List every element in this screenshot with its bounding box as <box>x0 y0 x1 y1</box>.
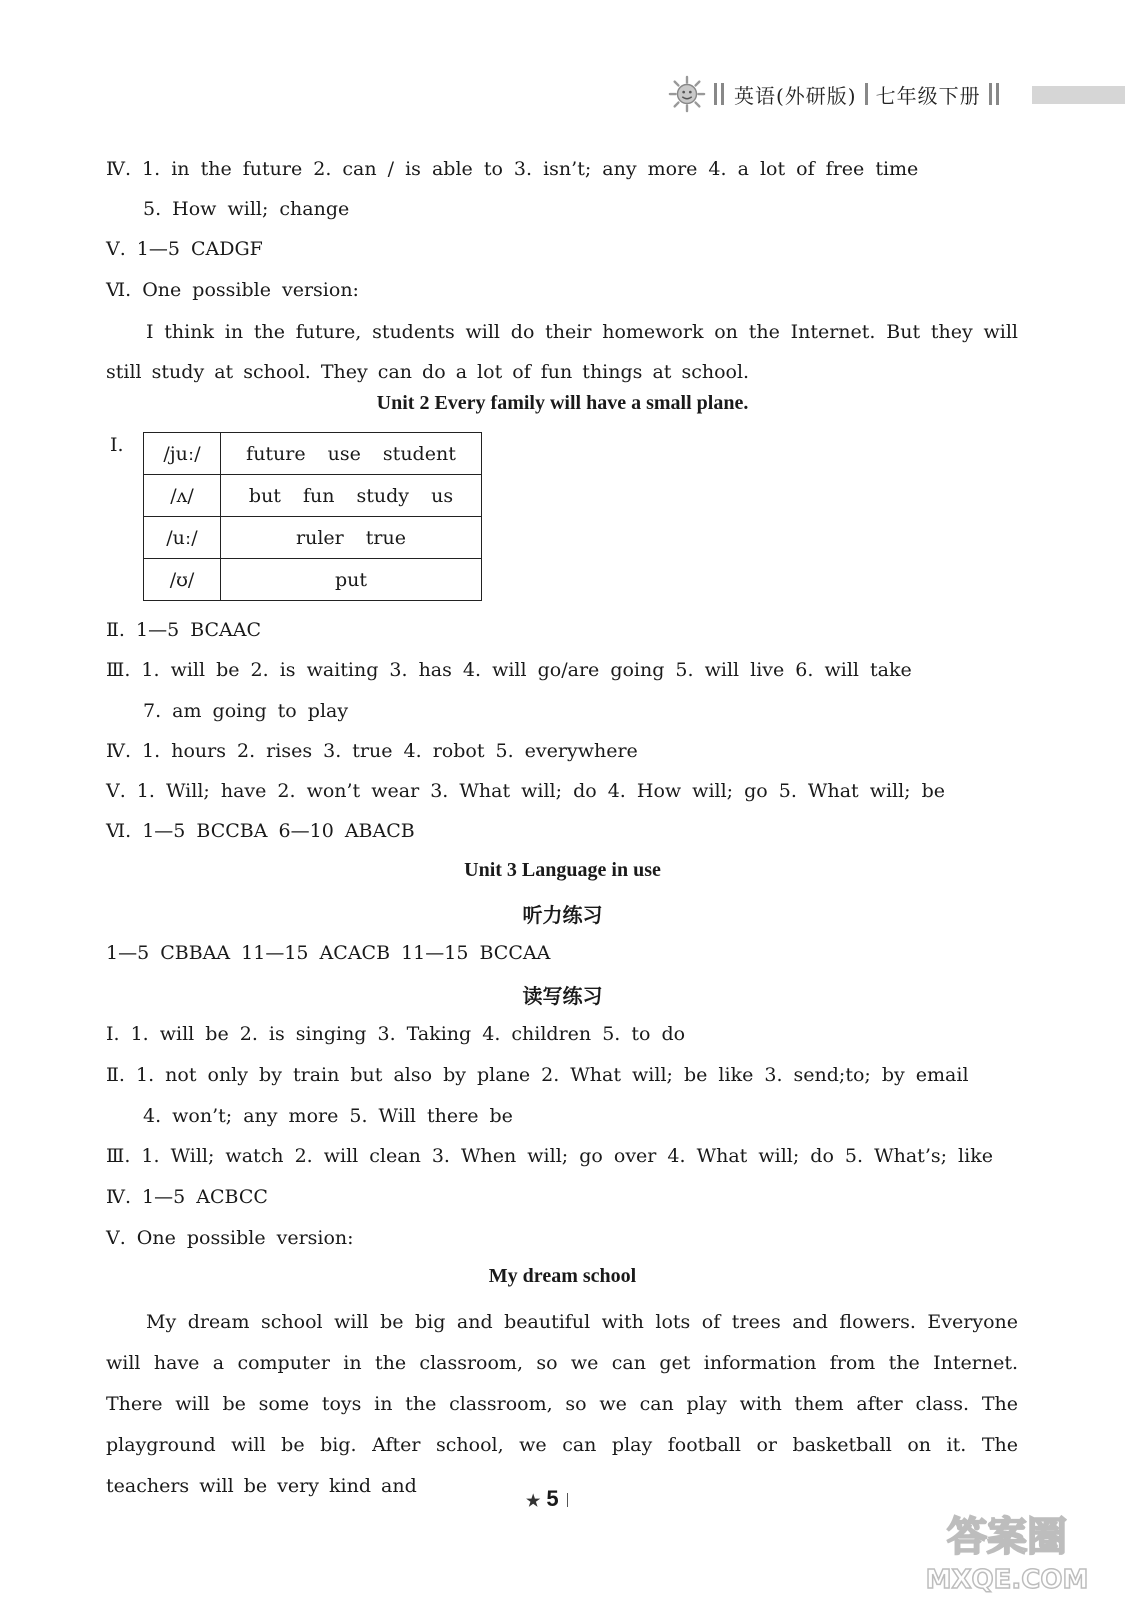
sound-cell: /juː/ <box>144 433 221 475</box>
u3-listening: 1—5 CBBAA 11—15 ACACB 11—15 BCCAA <box>106 942 551 964</box>
header-grade: 七年级下册 <box>875 83 981 108</box>
header-bars <box>714 83 724 105</box>
u2-iii-line2: 7. am going to play <box>143 700 349 722</box>
star-icon: ★ <box>526 1493 541 1510</box>
words-cell: ruler true <box>221 517 482 559</box>
u1-vi-paragraph <box>106 312 1018 392</box>
u3-i: Ⅰ. 1. will be 2. is singing 3. Taking 4. children 5. to do <box>106 1023 686 1045</box>
footer-tick <box>567 1493 568 1507</box>
words-cell: put <box>221 559 482 601</box>
words-cell: future use student <box>221 433 482 475</box>
u2-ii: Ⅱ. 1—5 BCAAC <box>106 619 262 641</box>
u1-iv-line2: 5. How will; change <box>143 198 350 220</box>
header-subject: 英语(外研版) <box>734 83 857 108</box>
table-row <box>144 433 482 475</box>
u1-v: Ⅴ. 1—5 CADGF <box>106 238 263 260</box>
sun-mascot-icon <box>668 75 706 113</box>
unit3-title: Unit 3 Language in use <box>464 859 661 881</box>
u3-ii-line1: Ⅱ. 1. not only by train but also by plane 2. What will; be like 3. send;to; by email <box>106 1064 969 1086</box>
table-row <box>144 475 482 517</box>
header-gray-band <box>1032 86 1125 104</box>
essay-title: My dream school <box>488 1265 637 1287</box>
header-divider <box>865 83 868 105</box>
u2-iv: Ⅳ. 1. hours 2. rises 3. true 4. robot 5. everywhere <box>106 740 638 762</box>
u2-iii-line1: Ⅲ. 1. will be 2. is waiting 3. has 4. will go/are going 5. will live 6. will take <box>106 659 912 681</box>
reading-writing-title: 读写练习 <box>522 984 603 1008</box>
essay-text: My dream school will be big and beautiful with lots of trees and flowers. Everyone will have a computer in the classroom, so we can get information from the Internet. There will be some toys in the classroom, so we can play with them after class. The playground will be big. After school, we can play football or basketball on it. The teachers will be very kind and <box>106 1311 1018 1497</box>
u1-iv-line1: Ⅳ. 1. in the future 2. can / is able to 3. isn’t; any more 4. a lot of free time <box>106 158 919 180</box>
page-number: 5 <box>546 1486 559 1511</box>
unit2-title: Unit 2 Every family will have a small plane. <box>376 392 749 414</box>
watermark-top-text: 答案圈 <box>947 1514 1067 1560</box>
u2-i-label: Ⅰ. <box>110 434 124 456</box>
u1-vi-label: Ⅵ. One possible version: <box>106 279 359 301</box>
table-row <box>144 517 482 559</box>
listening-title: 听力练习 <box>522 903 603 927</box>
watermark-logo <box>907 1508 1107 1594</box>
phonetics-table <box>143 432 482 601</box>
watermark-bottom-text: MXQE.COM <box>925 1565 1089 1594</box>
u1-vi-text: I think in the future, students will do their homework on the Internet. But they will still study at school. They can do a lot of fun things at school. <box>106 321 1018 383</box>
table-row <box>144 559 482 601</box>
words-cell: but fun study us <box>221 475 482 517</box>
u3-ii-line2: 4. won’t; any more 5. Will there be <box>143 1105 513 1127</box>
sound-cell: /uː/ <box>144 517 221 559</box>
u2-vi: Ⅵ. 1—5 BCCBA 6—10 ABACB <box>106 820 415 842</box>
header-bars-right <box>989 83 999 105</box>
page-footer <box>526 1486 568 1512</box>
sound-cell: /ʊ/ <box>144 559 221 601</box>
u3-v-label: Ⅴ. One possible version: <box>106 1227 354 1249</box>
u3-iii: Ⅲ. 1. Will; watch 2. will clean 3. When will; go over 4. What will; do 5. What’s; like <box>106 1145 993 1167</box>
essay-paragraph <box>106 1302 1018 1507</box>
u3-iv: Ⅳ. 1—5 ACBCC <box>106 1186 268 1208</box>
page-header <box>668 74 1009 114</box>
u2-v: Ⅴ. 1. Will; have 2. won’t wear 3. What will; do 4. How will; go 5. What will; be <box>106 780 946 802</box>
sound-cell: /ʌ/ <box>144 475 221 517</box>
